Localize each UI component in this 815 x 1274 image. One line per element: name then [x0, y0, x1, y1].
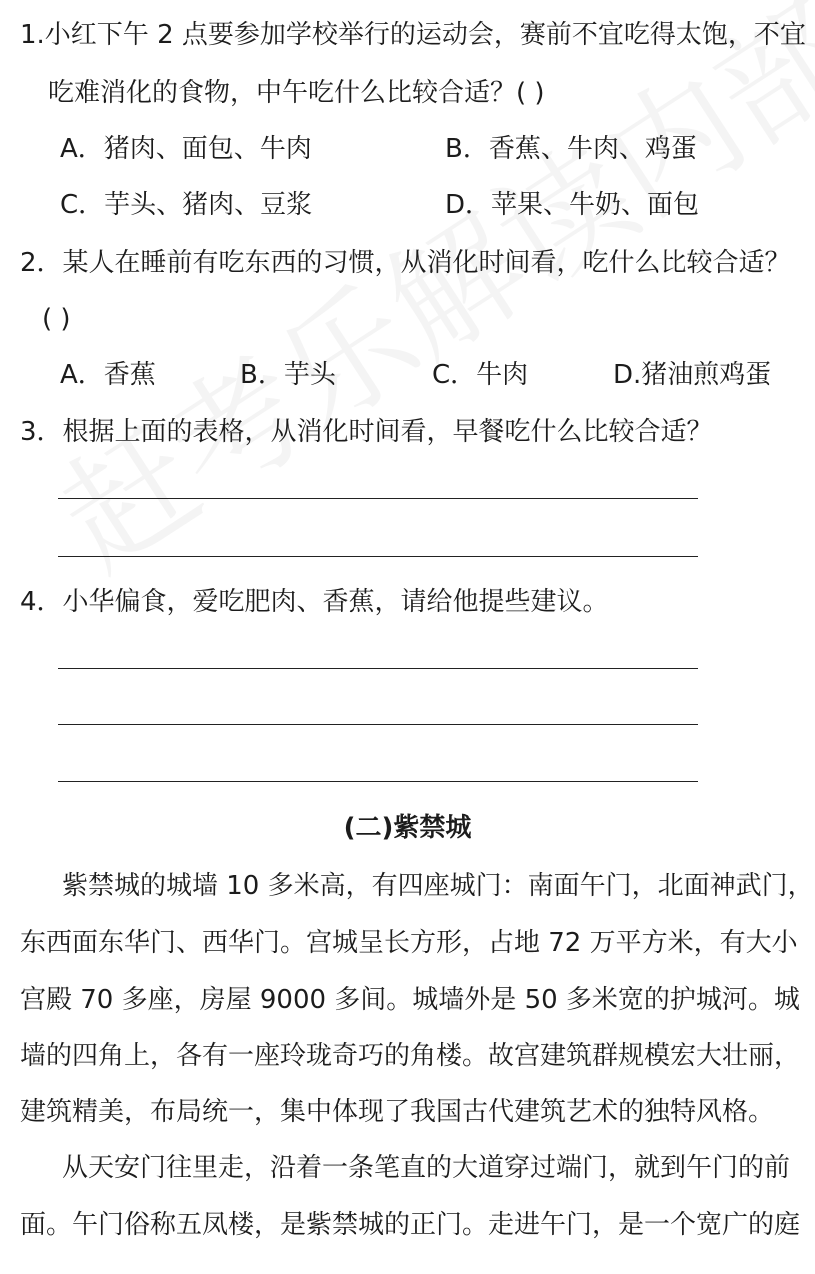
- answer-line[interactable]: [58, 556, 698, 557]
- question-1-option-d[interactable]: D．苹果、牛奶、面包: [445, 190, 700, 220]
- question-1-option-c[interactable]: C．芋头、猪肉、豆浆: [60, 190, 313, 220]
- question-1-option-a[interactable]: A．猪肉、面包、牛肉: [60, 134, 312, 164]
- question-3-text: 3．根据上面的表格，从消化时间看，早餐吃什么比较合适？: [20, 417, 713, 447]
- paragraph-1-line: 东西面东华门、西华门。宫城呈长方形，占地 72 万平方米，有大小: [20, 928, 798, 958]
- answer-line[interactable]: [58, 724, 698, 725]
- answer-line[interactable]: [58, 668, 698, 669]
- section-title: (二)紫禁城: [343, 813, 472, 843]
- paragraph-1-line: 宫殿 70 多座，房屋 9000 多间。城墙外是 50 多米宽的护城河。城: [20, 985, 800, 1015]
- question-2-option-c[interactable]: C．牛肉: [432, 360, 529, 390]
- question-2-option-b[interactable]: B．芋头: [240, 360, 336, 390]
- paragraph-2-line: 面。午门俗称五凤楼，是紫禁城的正门。走进午门，是一个宽广的庭: [20, 1210, 801, 1240]
- question-1-line-1: 1.小红下午 2 点要参加学校举行的运动会，赛前不宜吃得太饱，不宜: [20, 20, 806, 50]
- answer-line[interactable]: [58, 498, 698, 499]
- question-1-option-b[interactable]: B．香蕉、牛肉、鸡蛋: [445, 134, 697, 164]
- paragraph-1-line: 墙的四角上，各有一座玲珑奇巧的角楼。故宫建筑群规模宏大壮丽，: [20, 1041, 801, 1071]
- question-4-text: 4．小华偏食，爱吃肥肉、香蕉，请给他提些建议。: [20, 587, 609, 617]
- paragraph-2-line: 从天安门往里走，沿着一条笔直的大道穿过端门，就到午门的前: [62, 1153, 791, 1183]
- question-2-line-1: 2．某人在睡前有吃东西的习惯，从消化时间看，吃什么比较合适？: [20, 248, 791, 278]
- paragraph-1-line: 建筑精美，布局统一，集中体现了我国古代建筑艺术的独特风格。: [20, 1097, 775, 1127]
- question-2-option-d[interactable]: D.猪油煎鸡蛋: [613, 360, 772, 390]
- question-2-line-2: ( ): [42, 304, 71, 334]
- answer-line[interactable]: [58, 781, 698, 782]
- question-2-option-a[interactable]: A．香蕉: [60, 360, 156, 390]
- paragraph-1-line: 紫禁城的城墙 10 多米高，有四座城门：南面午门，北面神武门，: [62, 871, 814, 901]
- question-1-line-2: 吃难消化的食物，中午吃什么比较合适？( ): [48, 78, 545, 108]
